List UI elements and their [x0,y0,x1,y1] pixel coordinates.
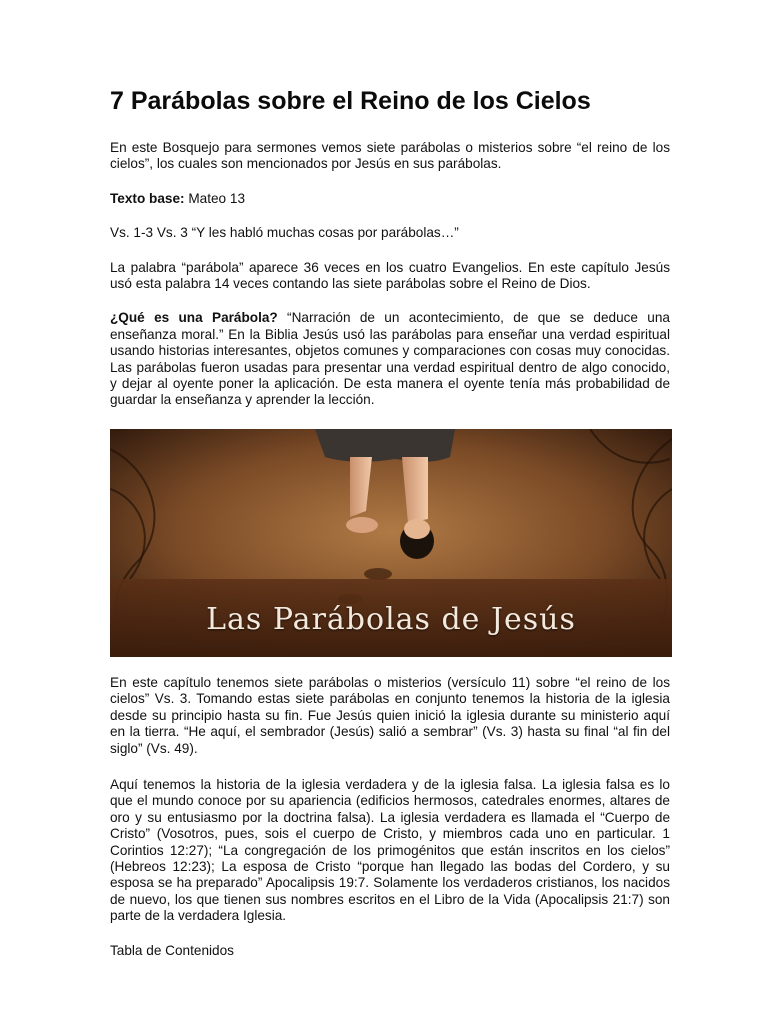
chapter-paragraph: En este capítulo tenemos siete parábolas o misterios (versículo 11) sobre “el reino de los cielos” Vs. 3. Tomando estas siete parábolas en conjunto tenemos la historia de la iglesia desde su principio hasta su fin. Fue Jesús quien inició la iglesia durante su ministerio aquí en la tierra. “He aquí, el sembrador (Jesús) salió a sembrar” (Vs. 3) hasta su final “al fin del siglo” (Vs. 49). [110,674,670,756]
base-label: Texto base: [110,190,185,206]
definition-paragraph [110,310,670,408]
banner-caption: Las Parábolas de Jesús [206,601,576,637]
base-text [110,191,670,207]
table-of-contents-label: Tabla de Contenidos [110,942,234,958]
intro-paragraph: En este Bosquejo para sermones vemos siete parábolas o misterios sobre “el reino de los cielos”, los cuales son mencionados por Jesús en sus parábolas. [110,140,670,172]
verse-text: Vs. 3 “Y les habló muchas cosas por parábolas…” [153,225,459,241]
base-value: Mateo 13 [184,190,246,206]
definition-label: ¿Qué es una Parábola? [110,310,278,326]
definition-text: “Narración de un acontecimiento, de que se deduce una enseñanza moral.” En la Biblia Jesús usó las parábolas para enseñar una verdad espiritual usando historias interesantes, objetos comunes y comparaciones con cosas muy conocidas. Las parábolas fueron usadas para presentar una verdad espiritual dentro de algo conocido, y dejar al oyente poner la aplicación. De esta manera el oyente tenía más probabilidad de guardar la enseñanza y aprender la lección. [110,310,670,408]
word-paragraph: La palabra “parábola” aparece 36 veces en los cuatro Evangelios. En este capítulo Jesús usó esta palabra 14 veces contando las siete parábolas sobre el Reino de Dios. [110,259,670,292]
verse-line [110,225,670,241]
banner-image [110,429,672,657]
document-page [110,84,670,959]
verse-ref: Vs. 1-3 [110,225,154,241]
history-paragraph: Aquí tenemos la historia de la iglesia verdadera y de la iglesia falsa. La iglesia falsa es lo que el mundo conoce por su apariencia (edificios hermosos, catedrales enormes, altares de oro y su entusiasmo por la doctrina falsa). La iglesia verdadera es llamada el “Cuerpo de Cristo” (Vosotros, pues, sois el cuerpo de Cristo, y miembros cada uno en particular. 1 Corintios 12:27); “La congregación de los primogénitos que están inscritos en los cielos” (Hebreos 12:23); La esposa de Cristo “porque han llegado las bodas del Cordero, y su esposa se ha preparado” Apocalipsis 19:7. Solamente los verdaderos cristianos, los nacidos de nuevo, los que tienen sus nombres escritos en el Libro de la Vida (Apocalipsis 21:7) son parte de la verdadera Iglesia. [110,776,670,924]
page-title: 7 Parábolas sobre el Reino de los Cielos [110,87,591,115]
